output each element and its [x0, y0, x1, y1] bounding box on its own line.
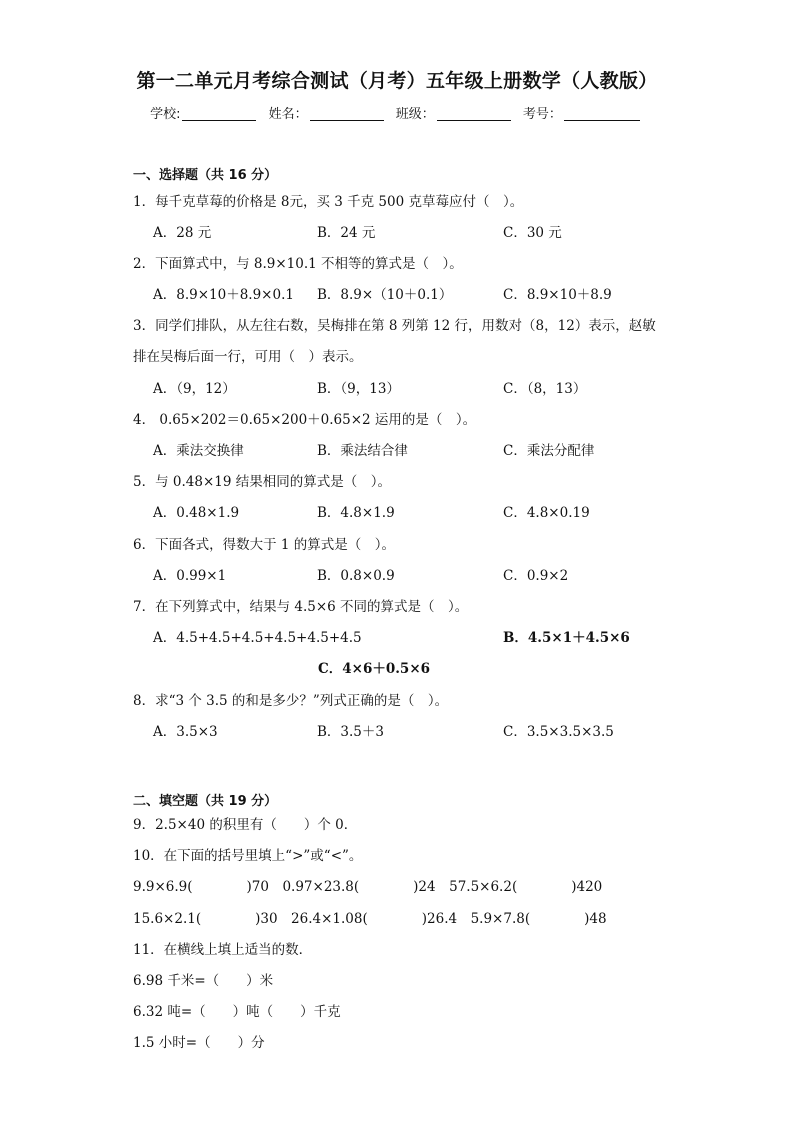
q1-option-b[interactable]: B．24 元 — [317, 225, 376, 241]
q5-option-b[interactable]: B．4.8×1.9 — [317, 505, 395, 521]
q2-option-a[interactable]: A．8.9×10＋8.9×0.1 — [153, 287, 294, 303]
school-blank[interactable] — [182, 106, 256, 121]
section-heading-fill: 二、填空题（共 19 分） — [133, 794, 278, 809]
exam-number-label: 考号： — [522, 107, 562, 122]
question-8: 8．求“3 个 3.5 的和是多少？”列式正确的是（ ）。 — [133, 693, 449, 709]
q5-option-c[interactable]: C．4.8×0.19 — [503, 505, 590, 521]
q8-option-c[interactable]: C．3.5×3.5×3.5 — [503, 724, 614, 740]
question-9: 9．2.5×40 的积里有（ ）个 0． — [133, 817, 358, 833]
q7-option-b[interactable]: B．4.5×1＋4.5×6 — [503, 630, 630, 646]
question-2: 2．下面算式中，与 8.9×10.1 不相等的算式是（ ）。 — [133, 256, 463, 272]
section-heading-choice: 一、选择题（共 16 分） — [133, 168, 278, 183]
name-label: 姓名： — [268, 107, 308, 122]
question-10-row-1: 9.9×6.9( )70 0.97×23.8( )24 57.5×6.2( )420 — [133, 879, 603, 895]
q8-option-b[interactable]: B．3.5＋3 — [317, 724, 384, 740]
question-10-row-2: 15.6×2.1( )30 26.4×1.08( )26.4 5.9×7.8( )48 — [133, 911, 607, 927]
question-11-a: 6.98 千米=（ ）米 — [133, 973, 274, 989]
student-info-row — [0, 103, 794, 122]
question-4: 4． 0.65×202＝0.65×200＋0.65×2 运用的是（ ）。 — [133, 412, 477, 428]
q3-option-b[interactable]: B．（9，13） — [317, 381, 400, 397]
question-11-b: 6.32 吨=（ ）吨（ ）千克 — [133, 1004, 341, 1020]
question-5: 5．与 0.48×19 结果相同的算式是（ ）。 — [133, 474, 391, 490]
school-label: 学校: — [150, 107, 181, 122]
page-title: 第一二单元月考综合测试（月考）五年级上册数学（人教版） — [136, 70, 658, 92]
question-3-line1: 3．同学们排队，从左往右数，吴梅排在第 8 列第 12 行，用数对（8，12）表示，赵敏 — [133, 318, 656, 334]
question-6: 6．下面各式，得数大于 1 的算式是（ ）。 — [133, 537, 396, 553]
q1-option-a[interactable]: A．28 元 — [153, 225, 212, 241]
q8-option-a[interactable]: A．3.5×3 — [153, 724, 218, 740]
question-11-c: 1.5 小时=（ ）分 — [133, 1035, 265, 1051]
q4-option-a[interactable]: A．乘法交换律 — [153, 443, 244, 459]
q6-option-b[interactable]: B．0.8×0.9 — [317, 568, 395, 584]
q5-option-a[interactable]: A．0.48×1.9 — [153, 505, 240, 521]
q6-option-a[interactable]: A．0.99×1 — [153, 568, 227, 584]
q1-option-c[interactable]: C．30 元 — [503, 225, 562, 241]
q6-option-c[interactable]: C．0.9×2 — [503, 568, 569, 584]
q7-option-c[interactable]: C．4×6＋0.5×6 — [318, 661, 431, 677]
q4-option-b[interactable]: B．乘法结合律 — [317, 443, 408, 459]
q3-option-a[interactable]: A．（9，12） — [153, 381, 236, 397]
class-blank[interactable] — [437, 106, 511, 121]
question-7: 7．在下列算式中，结果与 4.5×6 不同的算式是（ ）。 — [133, 599, 469, 615]
question-10: 10．在下面的括号里填上“>”或“<”。 — [133, 848, 363, 864]
question-11: 11．在横线上填上适当的数． — [133, 942, 313, 958]
question-1: 1．每千克草莓的价格是 8元，买 3 千克 500 克草莓应付（ ）。 — [133, 194, 524, 210]
q7-option-a[interactable]: A．4.5+4.5+4.5+4.5+4.5+4.5 — [153, 630, 362, 646]
class-label: 班级： — [395, 107, 435, 122]
q2-option-c[interactable]: C．8.9×10＋8.9 — [503, 287, 612, 303]
exam-number-blank[interactable] — [564, 106, 640, 121]
q4-option-c[interactable]: C．乘法分配律 — [503, 443, 595, 459]
question-3-line2: 排在吴梅后面一行，可用（ ）表示。 — [133, 349, 363, 365]
name-blank[interactable] — [310, 106, 384, 121]
q3-option-c[interactable]: C．（8，13） — [503, 381, 587, 397]
q2-option-b[interactable]: B．8.9×（10＋0.1） — [317, 287, 453, 303]
